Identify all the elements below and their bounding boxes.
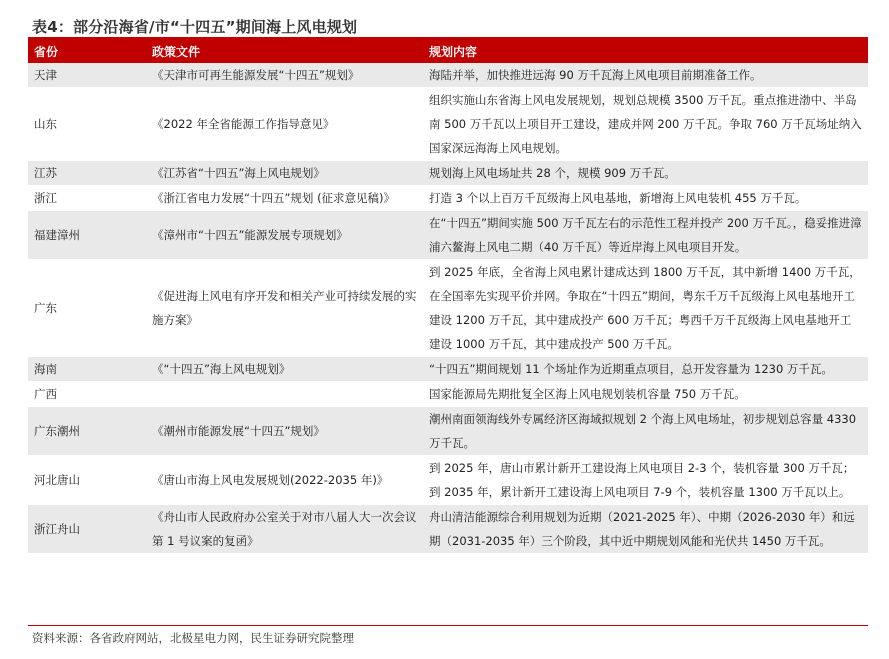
table-row — [28, 407, 868, 456]
cell-document: 《潮州市能源发展“十四五”规划》 — [138, 407, 423, 456]
cell-province: 浙江舟山 — [28, 505, 138, 554]
wind-power-plan-table — [28, 39, 868, 554]
cell-document: 《唐山市海上风电发展规划(2022-2035 年)》 — [138, 456, 423, 505]
table-row — [28, 161, 868, 186]
table-row — [28, 260, 868, 357]
table-row — [28, 211, 868, 260]
cell-document — [138, 382, 423, 407]
table-row — [28, 88, 868, 161]
table-header-row — [28, 39, 868, 63]
cell-province: 广东 — [28, 260, 138, 357]
header-document: 政策文件 — [138, 39, 423, 63]
cell-document: 《浙江省电力发展“十四五”规划 (征求意见稿)》 — [138, 186, 423, 211]
table-row — [28, 505, 868, 554]
cell-content: 到 2025 年，唐山市累计新开工建设海上风电项目 2-3 个，装机容量 300 万千瓦；到 2035 年，累计新开工建设海上风电项目 7-9 个，装机容量 1300 万千瓦以上。 — [423, 456, 868, 505]
cell-content: 在“十四五”期间实施 500 万千瓦左右的示范性工程并投产 200 万千瓦。，稳妥推进漳浦六鳌海上风电二期（40 万千瓦）等近岸海上风电项目开发。 — [423, 211, 868, 260]
cell-province: 浙江 — [28, 186, 138, 211]
cell-content: 海陆并举，加快推进远海 90 万千瓦海上风电项目前期准备工作。 — [423, 63, 868, 88]
cell-document: 《促进海上风电有序开发和相关产业可持续发展的实施方案》 — [138, 260, 423, 357]
header-province: 省份 — [28, 39, 138, 63]
cell-content: 到 2025 年底，全省海上风电累计建成达到 1800 万千瓦，其中新增 1400 万千瓦，在全国率先实现平价并网。争取在“十四五”期间，粤东千万千瓦级海上风电基地开工建设 1200 万千瓦，其中建成投产 600 万千瓦；粤西千万千瓦级海上风电基地开工建设 1000 万千瓦，其中建成投产 500 万千瓦。 — [423, 260, 868, 357]
table-bottom-divider — [28, 625, 868, 626]
cell-content: 规划海上风电场址共 28 个，规模 909 万千瓦。 — [423, 161, 868, 186]
table-row — [28, 456, 868, 505]
cell-content: 国家能源局先期批复全区海上风电规划装机容量 750 万千瓦。 — [423, 382, 868, 407]
table-row — [28, 382, 868, 407]
cell-document: 《“十四五”海上风电规划》 — [138, 357, 423, 382]
cell-province: 福建漳州 — [28, 211, 138, 260]
cell-province: 海南 — [28, 357, 138, 382]
cell-content: 打造 3 个以上百万千瓦级海上风电基地，新增海上风电装机 455 万千瓦。 — [423, 186, 868, 211]
cell-content: 潮州南面领海线外专属经济区海域拟规划 2 个海上风电场址，初步规划总容量 4330 万千瓦。 — [423, 407, 868, 456]
table-row — [28, 357, 868, 382]
cell-document: 《江苏省“十四五”海上风电规划》 — [138, 161, 423, 186]
source-note: 资料来源：各省政府网站，北极星电力网，民生证券研究院整理 — [32, 631, 354, 645]
table-title: 表4：部分沿海省/市“十四五”期间海上风电规划 — [32, 18, 358, 36]
table-row — [28, 63, 868, 88]
cell-document: 《漳州市“十四五”能源发展专项规划》 — [138, 211, 423, 260]
cell-document: 《天津市可再生能源发展“十四五”规划》 — [138, 63, 423, 88]
cell-province: 天津 — [28, 63, 138, 88]
table-row — [28, 186, 868, 211]
cell-province: 江苏 — [28, 161, 138, 186]
cell-document: 《舟山市人民政府办公室关于对市八届人大一次会议第 1 号议案的复函》 — [138, 505, 423, 554]
cell-document: 《2022 年全省能源工作指导意见》 — [138, 88, 423, 161]
cell-content: “十四五”期间规划 11 个场址作为近期重点项目，总开发容量为 1230 万千瓦。 — [423, 357, 868, 382]
header-content: 规划内容 — [423, 39, 868, 63]
cell-province: 山东 — [28, 88, 138, 161]
cell-province: 河北唐山 — [28, 456, 138, 505]
cell-province: 广东潮州 — [28, 407, 138, 456]
cell-province: 广西 — [28, 382, 138, 407]
cell-content: 舟山清洁能源综合利用规划为近期（2021-2025 年）、中期（2026-2030 年）和远期（2031-2035 年）三个阶段，其中近中期规划风能和光伏共 1450 万千瓦。 — [423, 505, 868, 554]
cell-content: 组织实施山东省海上风电发展规划，规划总规模 3500 万千瓦。重点推进渤中、半岛南 500 万千瓦以上项目开工建设，建成并网 200 万千瓦。争取 760 万千瓦场址纳入国家深远海海上风电规划。 — [423, 88, 868, 161]
